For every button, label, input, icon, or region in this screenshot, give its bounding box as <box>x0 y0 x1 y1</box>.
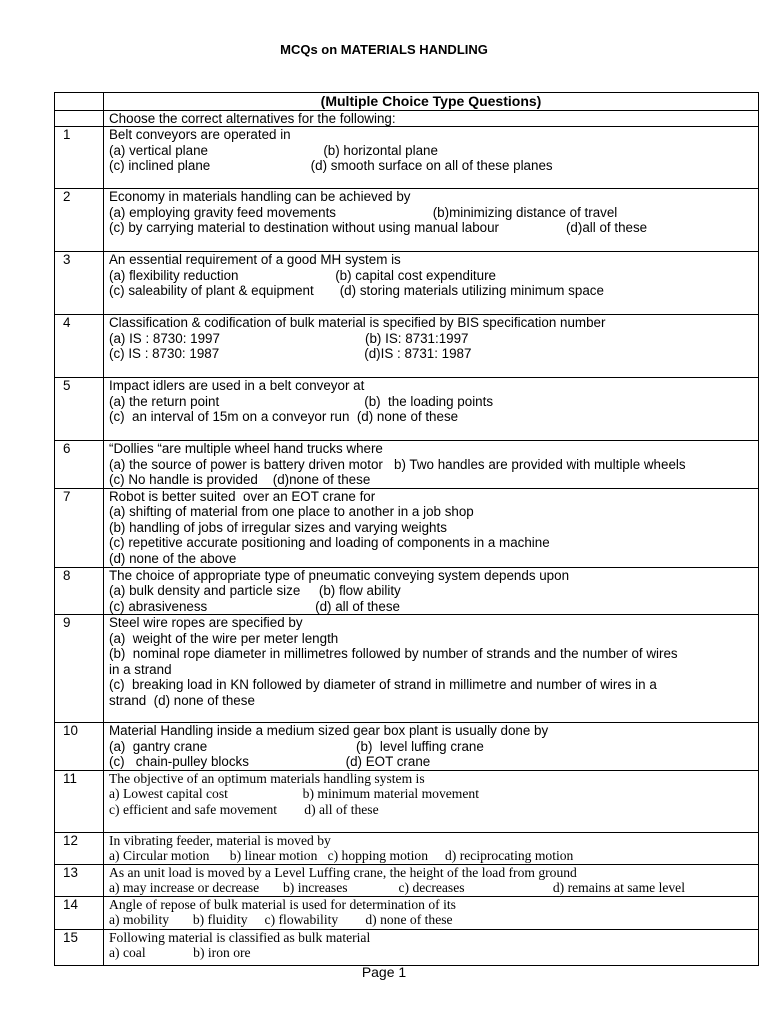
question-text <box>104 315 759 378</box>
question-text <box>104 723 759 771</box>
question-text <box>104 615 759 723</box>
question-number: 8 <box>55 567 104 615</box>
question-row <box>55 127 759 189</box>
question-option-line: (c) No handle is provided (d)none of these <box>109 472 371 487</box>
document-title: MCQs on MATERIALS HANDLING <box>280 42 488 57</box>
question-number: 12 <box>55 832 104 864</box>
question-option-line: (c) an interval of 15m on a conveyor run (d) none of these <box>109 409 459 424</box>
question-row <box>55 315 759 378</box>
question-row <box>55 567 759 615</box>
question-option-line: (a) vertical plane (b) horizontal plane <box>109 142 438 158</box>
table-header: (Multiple Choice Type Questions) <box>104 93 759 111</box>
question-number: 5 <box>55 378 104 441</box>
question-option-line: (c) IS : 8730: 1987 (d)IS : 8731: 1987 <box>109 346 472 361</box>
question-text <box>104 127 759 189</box>
question-stem: Angle of repose of bulk material is used for determination of its <box>109 896 456 912</box>
question-stem: Material Handling inside a medium sized gear box plant is usually done by <box>109 723 549 738</box>
question-option-line: (a) bulk density and particle size (b) flow ability <box>109 583 401 598</box>
question-row <box>55 864 759 896</box>
question-option-line: (a) flexibility reduction (b) capital cost expenditure <box>109 267 496 283</box>
question-option-line: a) Circular motion b) linear motion c) hopping motion d) reciprocating motion <box>109 848 574 863</box>
question-text <box>104 896 759 929</box>
question-number: 2 <box>55 189 104 252</box>
instruction-row <box>55 111 759 127</box>
question-option-line: (c) saleability of plant & equipment (d) storing materials utilizing minimum space <box>109 283 604 298</box>
question-stem: An essential requirement of a good MH system is <box>109 252 401 267</box>
question-number: 6 <box>55 441 104 489</box>
question-text <box>104 441 759 489</box>
question-option-line: (a) the return point (b) the loading points <box>109 393 494 409</box>
question-option-line: (b) nominal rope diameter in millimetres followed by number of strands and the number of wires <box>109 646 678 661</box>
question-option-line: (a) gantry crane (b) level luffing crane <box>109 738 484 754</box>
header-number-cell <box>55 93 104 111</box>
question-stem: Impact idlers are used in a belt conveyor at <box>109 378 365 393</box>
question-option-line: a) Lowest capital cost b) minimum material movement <box>109 786 479 801</box>
question-stem: Belt conveyors are operated in <box>109 127 291 142</box>
instruction-number-cell <box>55 111 104 127</box>
question-row <box>55 929 759 965</box>
question-option-line: (c) repetitive accurate positioning and loading of components in a machine <box>109 535 550 550</box>
question-number: 13 <box>55 864 104 896</box>
question-text <box>104 770 759 832</box>
questions-table <box>54 92 759 966</box>
question-option-line: (c) by carrying material to destination without using manual labour (d)all of these <box>109 220 648 235</box>
question-number: 9 <box>55 615 104 723</box>
question-number: 11 <box>55 770 104 832</box>
question-text <box>104 252 759 315</box>
question-row <box>55 615 759 723</box>
question-option-line: (c) inclined plane (d) smooth surface on all of these planes <box>109 158 553 173</box>
question-text <box>104 567 759 615</box>
question-row <box>55 441 759 489</box>
question-stem: The choice of appropriate type of pneumatic conveying system depends upon <box>109 567 570 583</box>
question-stem: Following material is classified as bulk material <box>109 929 371 945</box>
question-number: 1 <box>55 127 104 189</box>
question-row <box>55 378 759 441</box>
question-option-line: (d) none of the above <box>109 550 237 566</box>
question-number: 4 <box>55 315 104 378</box>
table-header-row <box>55 93 759 111</box>
question-stem: Classification & codification of bulk material is specified by BIS specification number <box>109 315 606 330</box>
question-text <box>104 189 759 252</box>
question-option-line: a) may increase or decrease b) increases c) decreases d) remains at same level <box>109 880 685 895</box>
question-row <box>55 896 759 929</box>
question-option-line: strand (d) none of these <box>109 692 255 708</box>
question-option-line: (c) chain-pulley blocks (d) EOT crane <box>109 754 431 769</box>
question-option-line: (c) abrasiveness (d) all of these <box>109 598 400 614</box>
question-option-line: (b) handling of jobs of irregular sizes and varying weights <box>109 519 447 535</box>
question-number: 10 <box>55 723 104 771</box>
question-option-line: (a) employing gravity feed movements (b)minimizing distance of travel <box>109 204 618 220</box>
question-row <box>55 832 759 864</box>
question-text <box>104 832 759 864</box>
question-option-line: c) efficient and safe movement d) all of these <box>109 801 379 817</box>
question-row <box>55 189 759 252</box>
question-option-line: (a) shifting of material from one place to another in a job shop <box>109 504 474 519</box>
question-stem: Economy in materials handling can be achieved by <box>109 189 411 204</box>
question-stem: Steel wire ropes are specified by <box>109 615 303 630</box>
question-text <box>104 488 759 567</box>
question-option-line: (c) breaking load in KN followed by diameter of strand in millimetre and number of wires in a <box>109 677 657 692</box>
question-number: 15 <box>55 929 104 965</box>
question-row <box>55 770 759 832</box>
question-row <box>55 488 759 567</box>
question-number: 14 <box>55 896 104 929</box>
question-option-line: (a) IS : 8730: 1997 (b) IS: 8731:1997 <box>109 330 469 346</box>
question-option-line: in a strand <box>109 661 172 677</box>
instruction-text: Choose the correct alternatives for the following: <box>104 111 759 127</box>
question-option-line: a) mobility b) fluidity c) flowability d) none of these <box>109 912 453 927</box>
question-number: 3 <box>55 252 104 315</box>
question-row <box>55 723 759 771</box>
question-option-line: (a) weight of the wire per meter length <box>109 630 339 646</box>
question-text <box>104 929 759 965</box>
question-option-line: a) coal b) iron ore <box>109 945 251 960</box>
question-stem: “Dollies “are multiple wheel hand trucks where <box>109 441 383 456</box>
question-stem: The objective of an optimum materials handling system is <box>109 770 425 786</box>
question-stem: In vibrating feeder, material is moved by <box>109 832 331 848</box>
question-option-line: (a) the source of power is battery driven motor b) Two handles are provided with multiple wheels <box>109 456 686 472</box>
page-number: Page 1 <box>361 964 407 980</box>
question-row <box>55 252 759 315</box>
question-text <box>104 864 759 896</box>
question-stem: Robot is better suited over an EOT crane for <box>109 488 376 504</box>
question-number: 7 <box>55 488 104 567</box>
question-text <box>104 378 759 441</box>
question-stem: As an unit load is moved by a Level Luffing crane, the height of the load from ground <box>109 864 577 880</box>
